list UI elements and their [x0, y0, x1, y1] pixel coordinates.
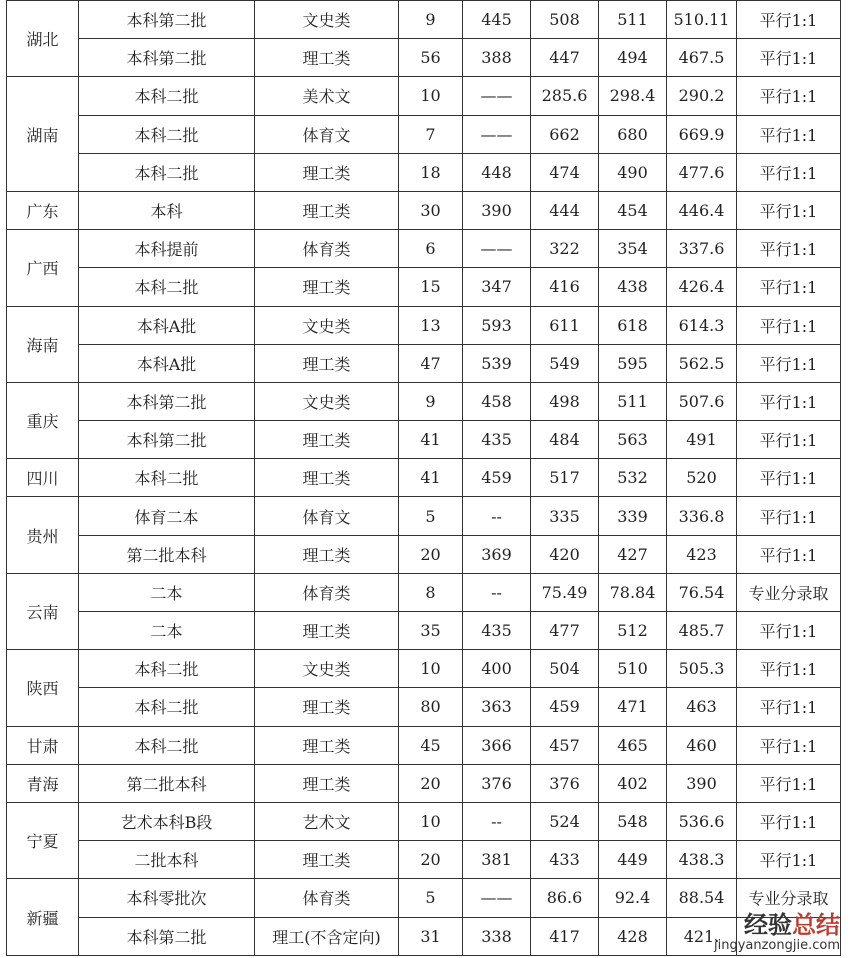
avg-score-cell: 562.5 [667, 344, 737, 382]
max-score-cell: 680 [599, 115, 667, 153]
admission-rule-cell: 平行1:1 [737, 841, 841, 879]
admission-rule-cell: 平行1:1 [737, 497, 841, 535]
batch-cell: 本科提前 [79, 230, 255, 268]
batch-cell: 第二批本科 [79, 535, 255, 573]
admission-rule-cell: 平行1:1 [737, 382, 841, 420]
min-score-cell: 322 [531, 230, 599, 268]
control-line-cell: 388 [463, 39, 531, 77]
avg-score-cell: 446.4 [667, 191, 737, 229]
max-score-cell: 427 [599, 535, 667, 573]
admission-rule-cell: 平行1:1 [737, 39, 841, 77]
batch-cell: 本科第二批 [79, 382, 255, 420]
batch-cell: 本科二批 [79, 77, 255, 115]
batch-cell: 本科二批 [79, 726, 255, 764]
province-cell: 青海 [7, 764, 79, 802]
plan-cell: 5 [399, 497, 463, 535]
category-cell: 体育类 [255, 230, 399, 268]
max-score-cell: 298.4 [599, 77, 667, 115]
province-cell: 海南 [7, 306, 79, 382]
batch-cell: 本科第二批 [79, 917, 255, 955]
plan-cell: 13 [399, 306, 463, 344]
admission-rule-cell: 平行1:1 [737, 77, 841, 115]
min-score-cell: 447 [531, 39, 599, 77]
category-cell: 艺术文 [255, 802, 399, 840]
control-line-cell: 445 [463, 1, 531, 39]
plan-cell: 10 [399, 77, 463, 115]
province-cell: 四川 [7, 459, 79, 497]
max-score-cell: 548 [599, 802, 667, 840]
control-line-cell: 400 [463, 650, 531, 688]
table-row [7, 344, 841, 382]
category-cell: 理工类 [255, 459, 399, 497]
batch-cell: 二本 [79, 612, 255, 650]
batch-cell: 本科二批 [79, 688, 255, 726]
min-score-cell: 549 [531, 344, 599, 382]
admission-rule-cell: 平行1:1 [737, 650, 841, 688]
batch-cell: 二批本科 [79, 841, 255, 879]
control-line-cell: -- [463, 573, 531, 611]
table-row [7, 688, 841, 726]
plan-cell: 31 [399, 917, 463, 955]
max-score-cell: 511 [599, 1, 667, 39]
category-cell: 理工类 [255, 268, 399, 306]
avg-score-cell: 88.54 [667, 879, 737, 917]
max-score-cell: 510 [599, 650, 667, 688]
admission-rule-cell: 平行1:1 [737, 421, 841, 459]
avg-score-cell: 505.3 [667, 650, 737, 688]
avg-score-cell: 467.5 [667, 39, 737, 77]
category-cell: 理工类 [255, 764, 399, 802]
avg-score-cell: 463 [667, 688, 737, 726]
table-row [7, 268, 841, 306]
avg-score-cell: 669.9 [667, 115, 737, 153]
min-score-cell: 474 [531, 153, 599, 191]
max-score-cell: 465 [599, 726, 667, 764]
admission-rule-cell: 平行1:1 [737, 459, 841, 497]
max-score-cell: 339 [599, 497, 667, 535]
table-row [7, 879, 841, 917]
min-score-cell: 420 [531, 535, 599, 573]
avg-score-cell: 290.2 [667, 77, 737, 115]
max-score-cell: 490 [599, 153, 667, 191]
avg-score-cell: 337.6 [667, 230, 737, 268]
control-line-cell: 390 [463, 191, 531, 229]
min-score-cell: 459 [531, 688, 599, 726]
control-line-cell: 593 [463, 306, 531, 344]
max-score-cell: 438 [599, 268, 667, 306]
max-score-cell: 471 [599, 688, 667, 726]
control-line-cell: 381 [463, 841, 531, 879]
control-line-cell: 376 [463, 764, 531, 802]
plan-cell: 35 [399, 612, 463, 650]
table-row [7, 802, 841, 840]
admission-rule-cell: 平行1:1 [737, 612, 841, 650]
plan-cell: 20 [399, 841, 463, 879]
table-row [7, 764, 841, 802]
watermark-brand-b: 总结 [792, 911, 840, 939]
admission-rule-cell: 平行1:1 [737, 535, 841, 573]
province-cell: 广西 [7, 230, 79, 306]
max-score-cell: 563 [599, 421, 667, 459]
batch-cell: 本科A批 [79, 344, 255, 382]
category-cell: 理工类 [255, 841, 399, 879]
plan-cell: 6 [399, 230, 463, 268]
province-cell: 湖北 [7, 1, 79, 77]
plan-cell: 30 [399, 191, 463, 229]
table-row [7, 382, 841, 420]
max-score-cell: 402 [599, 764, 667, 802]
control-line-cell: 435 [463, 421, 531, 459]
avg-score-cell: 390 [667, 764, 737, 802]
plan-cell: 5 [399, 879, 463, 917]
plan-cell: 20 [399, 535, 463, 573]
plan-cell: 18 [399, 153, 463, 191]
table-row [7, 573, 841, 611]
batch-cell: 本科第二批 [79, 39, 255, 77]
admission-rule-cell: 专业分录取 [737, 879, 841, 917]
avg-score-cell: 520 [667, 459, 737, 497]
plan-cell: 9 [399, 382, 463, 420]
plan-cell: 45 [399, 726, 463, 764]
watermark-brand-a: 经验 [744, 911, 792, 939]
min-score-cell: 86.6 [531, 879, 599, 917]
avg-score-cell: 485.7 [667, 612, 737, 650]
category-cell: 体育文 [255, 115, 399, 153]
table-row [7, 230, 841, 268]
control-line-cell: -- [463, 802, 531, 840]
min-score-cell: 498 [531, 382, 599, 420]
table-row [7, 1, 841, 39]
avg-score-cell: 336.8 [667, 497, 737, 535]
table-row [7, 77, 841, 115]
batch-cell: 二本 [79, 573, 255, 611]
min-score-cell: 611 [531, 306, 599, 344]
table-row [7, 306, 841, 344]
control-line-cell: 338 [463, 917, 531, 955]
admission-rule-cell: 平行1:1 [737, 1, 841, 39]
batch-cell: 艺术本科B段 [79, 802, 255, 840]
admission-rule-cell: 平行1:1 [737, 153, 841, 191]
batch-cell: 本科二批 [79, 459, 255, 497]
max-score-cell: 354 [599, 230, 667, 268]
avg-score-cell: 423 [667, 535, 737, 573]
min-score-cell: 477 [531, 612, 599, 650]
category-cell: 文史类 [255, 382, 399, 420]
avg-score-cell: 76.54 [667, 573, 737, 611]
control-line-cell: 369 [463, 535, 531, 573]
province-cell: 陕西 [7, 650, 79, 726]
batch-cell: 本科A批 [79, 306, 255, 344]
table-row [7, 535, 841, 573]
table-row [7, 191, 841, 229]
control-line-cell: 347 [463, 268, 531, 306]
admission-rule-cell: 平行1:1 [737, 802, 841, 840]
control-line-cell: -- [463, 497, 531, 535]
max-score-cell: 454 [599, 191, 667, 229]
batch-cell: 本科二批 [79, 153, 255, 191]
avg-score-cell: 536.6 [667, 802, 737, 840]
avg-score-cell: 614.3 [667, 306, 737, 344]
max-score-cell: 595 [599, 344, 667, 382]
plan-cell: 41 [399, 459, 463, 497]
min-score-cell: 504 [531, 650, 599, 688]
min-score-cell: 285.6 [531, 77, 599, 115]
control-line-cell: 539 [463, 344, 531, 382]
category-cell: 理工类 [255, 344, 399, 382]
batch-cell: 第二批本科 [79, 764, 255, 802]
table-row [7, 153, 841, 191]
table-row [7, 612, 841, 650]
plan-cell: 10 [399, 802, 463, 840]
min-score-cell: 517 [531, 459, 599, 497]
plan-cell: 41 [399, 421, 463, 459]
admission-rule-cell: 平行1:1 [737, 268, 841, 306]
admission-rule-cell: 专业分录取 [737, 573, 841, 611]
table-row [7, 459, 841, 497]
batch-cell: 本科二批 [79, 650, 255, 688]
table-row [7, 421, 841, 459]
table-row [7, 726, 841, 764]
province-cell: 贵州 [7, 497, 79, 573]
category-cell: 理工类 [255, 421, 399, 459]
province-cell: 甘肃 [7, 726, 79, 764]
admission-rule-cell: 平行1:1 [737, 344, 841, 382]
control-line-cell: —— [463, 77, 531, 115]
min-score-cell: 484 [531, 421, 599, 459]
admission-scores-table [6, 0, 841, 956]
max-score-cell: 494 [599, 39, 667, 77]
admission-rule-cell: 平行1:1 [737, 726, 841, 764]
min-score-cell: 444 [531, 191, 599, 229]
category-cell: 理工类 [255, 191, 399, 229]
plan-cell: 80 [399, 688, 463, 726]
control-line-cell: 363 [463, 688, 531, 726]
min-score-cell: 524 [531, 802, 599, 840]
max-score-cell: 78.84 [599, 573, 667, 611]
batch-cell: 本科二批 [79, 115, 255, 153]
avg-score-cell: 477.6 [667, 153, 737, 191]
category-cell: 理工类 [255, 535, 399, 573]
category-cell: 体育类 [255, 879, 399, 917]
category-cell: 文史类 [255, 306, 399, 344]
category-cell: 理工类 [255, 153, 399, 191]
province-cell: 新疆 [7, 879, 79, 955]
avg-score-cell: 421. [667, 917, 737, 955]
min-score-cell: 457 [531, 726, 599, 764]
max-score-cell: 428 [599, 917, 667, 955]
province-cell: 湖南 [7, 77, 79, 192]
table-row [7, 841, 841, 879]
min-score-cell: 75.49 [531, 573, 599, 611]
min-score-cell: 416 [531, 268, 599, 306]
province-cell: 宁夏 [7, 802, 79, 878]
plan-cell: 20 [399, 764, 463, 802]
max-score-cell: 449 [599, 841, 667, 879]
plan-cell: 8 [399, 573, 463, 611]
category-cell: 理工类 [255, 688, 399, 726]
batch-cell: 本科零批次 [79, 879, 255, 917]
control-line-cell: 458 [463, 382, 531, 420]
admission-rule-cell: 平行1:1 [737, 764, 841, 802]
batch-cell: 本科二批 [79, 268, 255, 306]
watermark-url: jingyanzongjie.com [713, 938, 840, 953]
table-row [7, 650, 841, 688]
category-cell: 体育类 [255, 573, 399, 611]
plan-cell: 10 [399, 650, 463, 688]
admission-rule-cell: 平行1:1 [737, 688, 841, 726]
avg-score-cell: 460 [667, 726, 737, 764]
control-line-cell: 448 [463, 153, 531, 191]
min-score-cell: 662 [531, 115, 599, 153]
category-cell: 美术文 [255, 77, 399, 115]
plan-cell: 47 [399, 344, 463, 382]
min-score-cell: 417 [531, 917, 599, 955]
plan-cell: 9 [399, 1, 463, 39]
control-line-cell: 435 [463, 612, 531, 650]
control-line-cell: —— [463, 230, 531, 268]
plan-cell: 15 [399, 268, 463, 306]
avg-score-cell: 426.4 [667, 268, 737, 306]
control-line-cell: —— [463, 879, 531, 917]
admission-rule-cell: 平行1:1 [737, 230, 841, 268]
admission-rule-cell: 平行1:1 [737, 191, 841, 229]
avg-score-cell: 438.3 [667, 841, 737, 879]
batch-cell: 本科第二批 [79, 1, 255, 39]
province-cell: 云南 [7, 573, 79, 649]
table-row [7, 39, 841, 77]
province-cell: 广东 [7, 191, 79, 229]
min-score-cell: 433 [531, 841, 599, 879]
max-score-cell: 532 [599, 459, 667, 497]
avg-score-cell: 510.11 [667, 1, 737, 39]
max-score-cell: 511 [599, 382, 667, 420]
category-cell: 理工类 [255, 39, 399, 77]
watermark [714, 913, 840, 952]
table-row [7, 115, 841, 153]
batch-cell: 体育二本 [79, 497, 255, 535]
batch-cell: 本科第二批 [79, 421, 255, 459]
max-score-cell: 512 [599, 612, 667, 650]
category-cell: 理工类 [255, 612, 399, 650]
max-score-cell: 618 [599, 306, 667, 344]
admission-rule-cell: 平行1:1 [737, 306, 841, 344]
control-line-cell: 366 [463, 726, 531, 764]
category-cell: 理工(不含定向) [255, 917, 399, 955]
min-score-cell: 376 [531, 764, 599, 802]
max-score-cell: 92.4 [599, 879, 667, 917]
min-score-cell: 335 [531, 497, 599, 535]
category-cell: 文史类 [255, 1, 399, 39]
plan-cell: 56 [399, 39, 463, 77]
min-score-cell: 508 [531, 1, 599, 39]
avg-score-cell: 491 [667, 421, 737, 459]
control-line-cell: —— [463, 115, 531, 153]
category-cell: 文史类 [255, 650, 399, 688]
avg-score-cell: 507.6 [667, 382, 737, 420]
category-cell: 理工类 [255, 726, 399, 764]
plan-cell: 7 [399, 115, 463, 153]
table-row [7, 497, 841, 535]
admission-rule-cell: 平行1:1 [737, 115, 841, 153]
category-cell: 体育文 [255, 497, 399, 535]
province-cell: 重庆 [7, 382, 79, 458]
batch-cell: 本科 [79, 191, 255, 229]
control-line-cell: 459 [463, 459, 531, 497]
